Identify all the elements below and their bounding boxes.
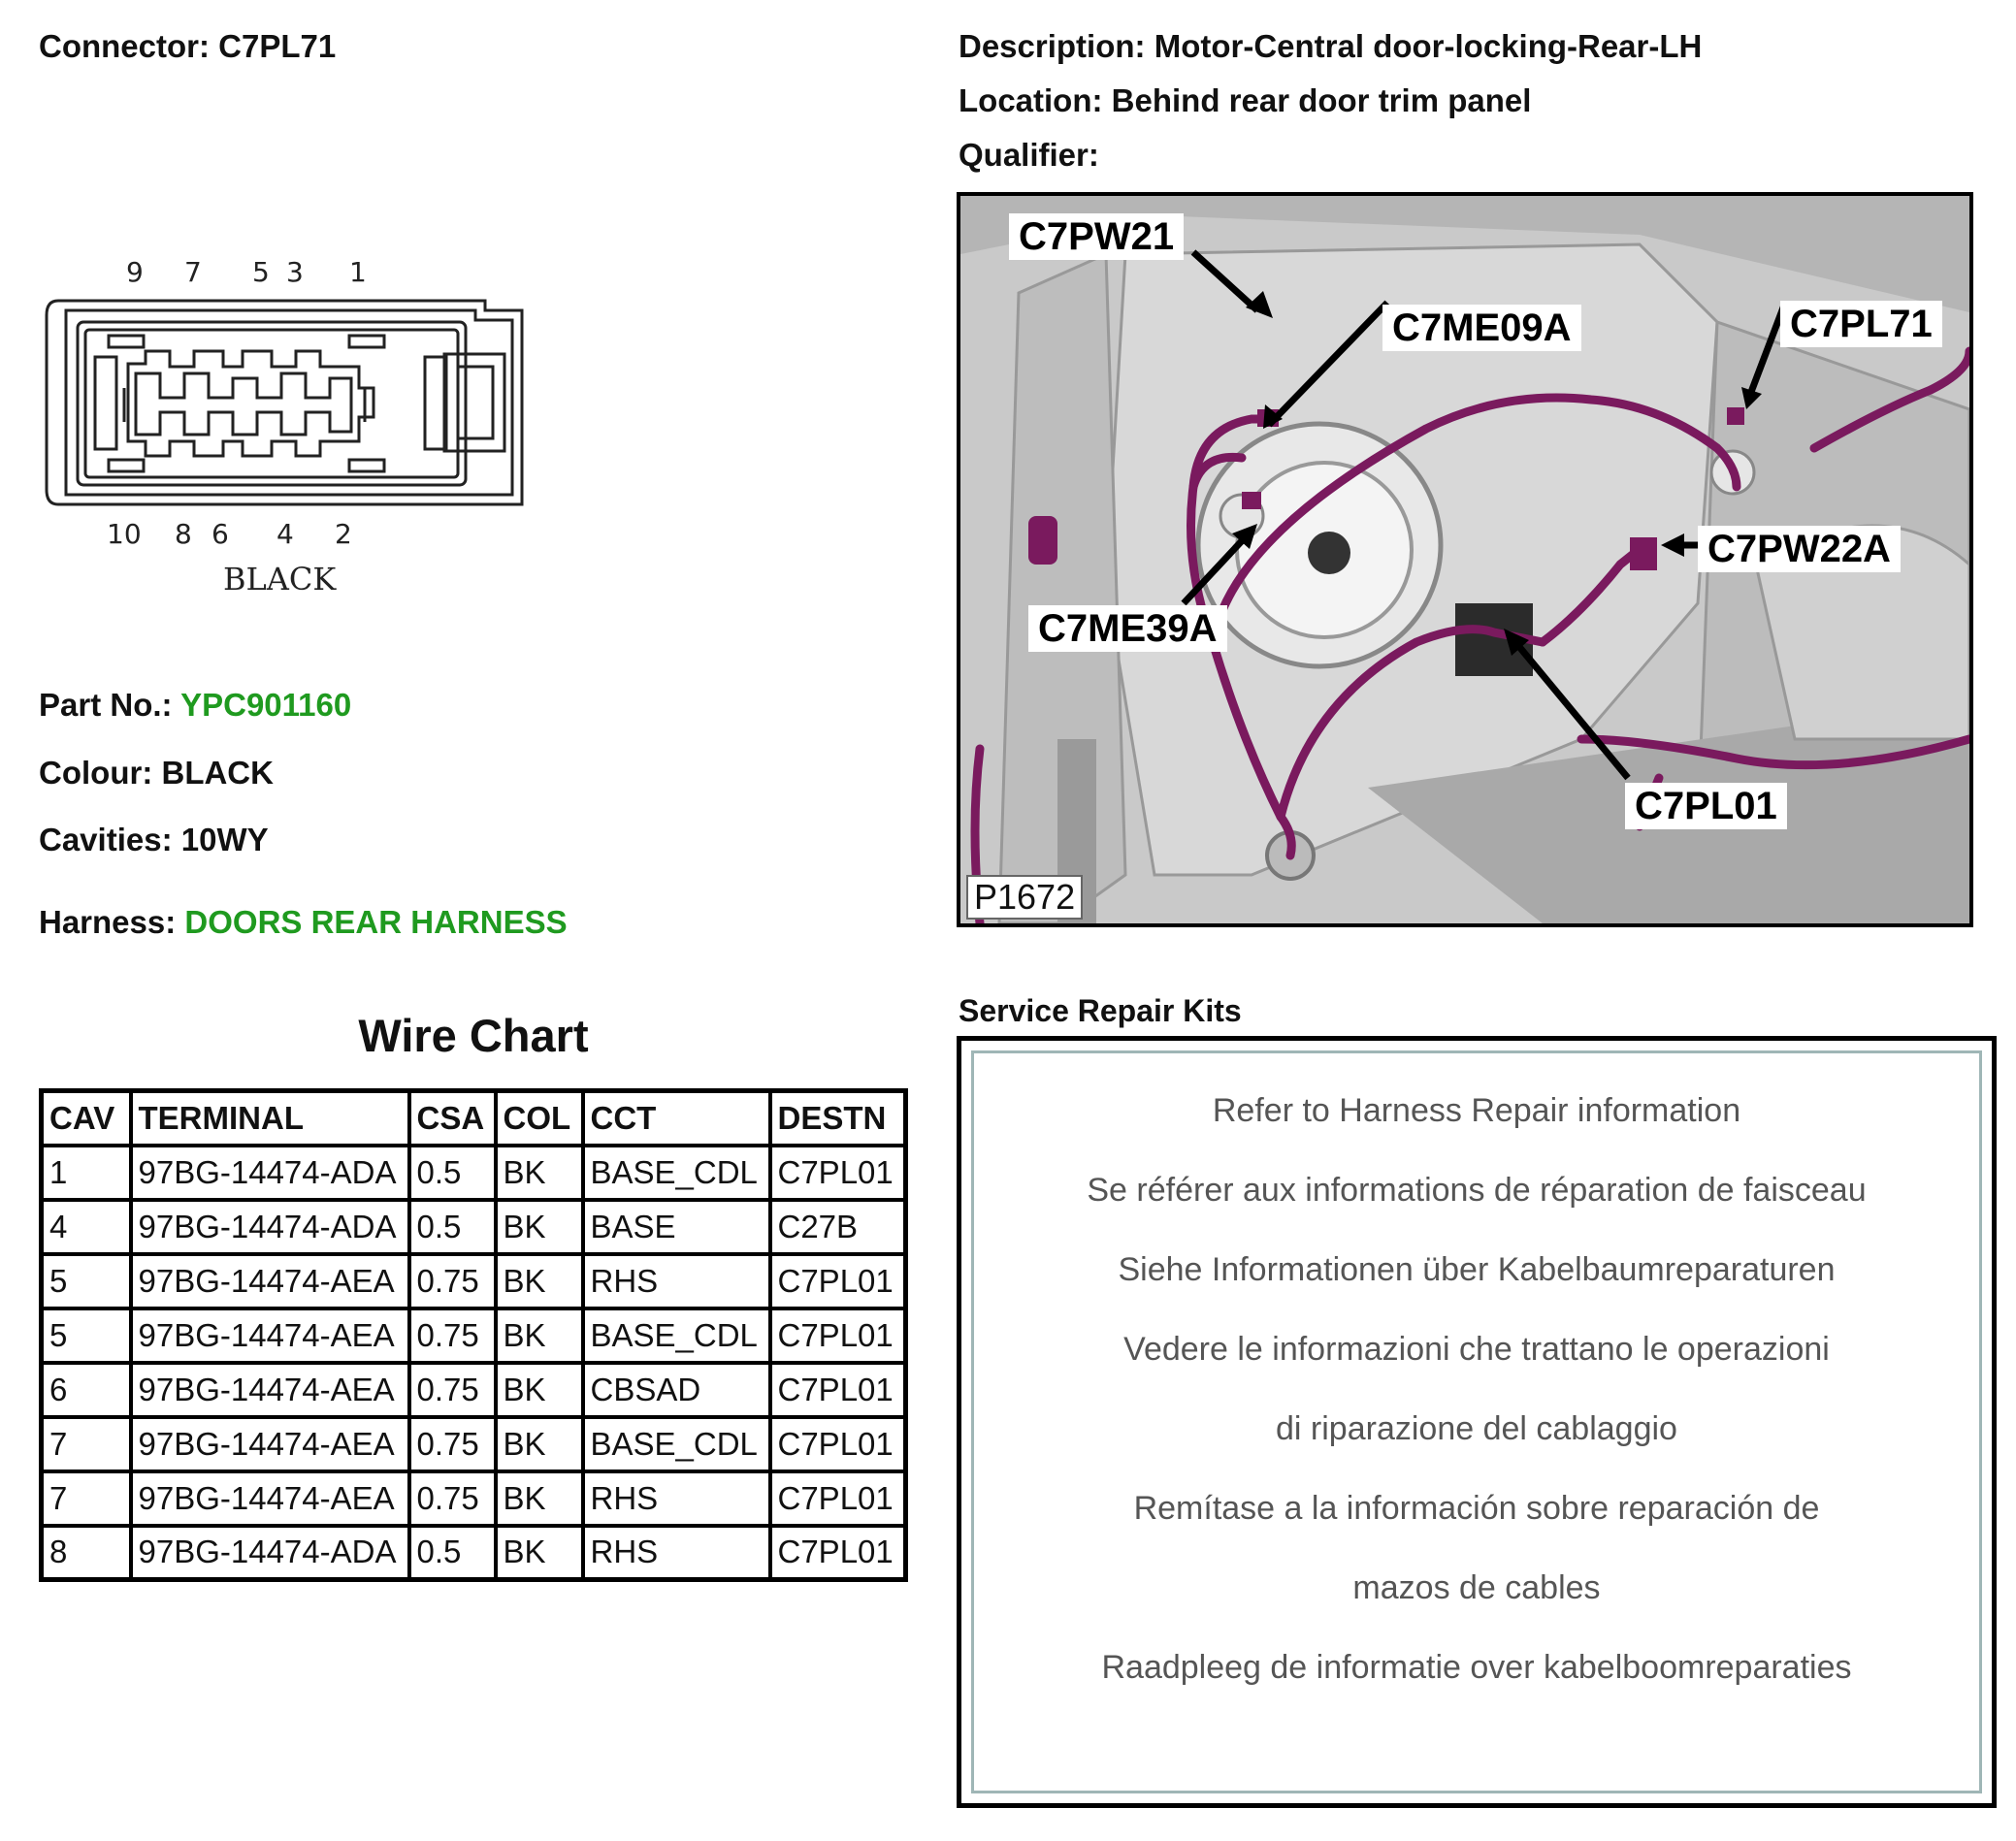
- cell-terminal: 97BG-14474-ADA: [131, 1200, 409, 1254]
- cell-destn: C7PL01: [770, 1526, 906, 1580]
- cell-cct: BASE_CDL: [583, 1308, 770, 1363]
- cell-cav: 8: [42, 1526, 131, 1580]
- cavities-label: Cavities:: [39, 822, 173, 857]
- cell-col: BK: [496, 1146, 583, 1200]
- pin-label-top: 9: [126, 256, 144, 288]
- pin-label-bottom: 6: [211, 518, 229, 550]
- cell-csa: 0.75: [409, 1417, 496, 1471]
- colour-value: BLACK: [161, 755, 274, 791]
- header-csa: CSA: [409, 1091, 496, 1146]
- cell-cav: 1: [42, 1146, 131, 1200]
- cell-terminal: 97BG-14474-AEA: [131, 1363, 409, 1417]
- header-destn: DESTN: [770, 1091, 906, 1146]
- repair-info-line: Vedere le informazioni che trattano le operazioni: [1123, 1331, 1830, 1368]
- cell-cav: 6: [42, 1363, 131, 1417]
- qualifier-label: Qualifier:: [959, 137, 1099, 173]
- cell-csa: 0.75: [409, 1308, 496, 1363]
- harness: [39, 903, 568, 942]
- part-number-label: Part No.:: [39, 687, 173, 723]
- cell-cav: 5: [42, 1254, 131, 1308]
- connector-c7pw22a-marker: [1630, 537, 1657, 570]
- pin-label-bottom: 2: [335, 518, 352, 550]
- repair-info-line: Raadpleeg de informatie over kabelboomreparaties: [1101, 1649, 1852, 1686]
- cell-csa: 0.5: [409, 1146, 496, 1200]
- cell-col: BK: [496, 1417, 583, 1471]
- location-label: Location:: [959, 82, 1103, 118]
- harness-label: Harness:: [39, 904, 177, 940]
- cell-col: BK: [496, 1471, 583, 1526]
- pin-label-top: 5: [252, 256, 270, 288]
- location: [959, 81, 1531, 120]
- cell-csa: 0.5: [409, 1526, 496, 1580]
- repair-info-line: Remítase a la información sobre reparación de: [1133, 1490, 1820, 1527]
- cell-terminal: 97BG-14474-ADA: [131, 1526, 409, 1580]
- cell-destn: C7PL01: [770, 1363, 906, 1417]
- header-terminal: TERMINAL: [131, 1091, 409, 1146]
- pin-label-bottom: 8: [175, 518, 192, 550]
- table-row: [42, 1471, 906, 1526]
- table-row: [42, 1526, 906, 1580]
- wire-chart-title: Wire Chart: [358, 1010, 589, 1061]
- callout-c7pw22a: C7PW22A: [1698, 526, 1901, 572]
- cell-col: BK: [496, 1308, 583, 1363]
- connector-label: Connector:: [39, 28, 210, 64]
- part-number: [39, 686, 351, 725]
- plate-id: P1672: [966, 875, 1083, 920]
- repair-info-line: mazos de cables: [1352, 1569, 1601, 1606]
- pin-label-top: 3: [286, 256, 304, 288]
- description-label: Description:: [959, 28, 1146, 64]
- cell-terminal: 97BG-14474-AEA: [131, 1308, 409, 1363]
- table-row: [42, 1254, 906, 1308]
- connector-face-diagram: [39, 242, 534, 611]
- cell-cct: BASE: [583, 1200, 770, 1254]
- table-row: [42, 1417, 906, 1471]
- callout-c7pw21: C7PW21: [1009, 213, 1184, 260]
- connector-id: [39, 27, 336, 66]
- cell-cct: RHS: [583, 1471, 770, 1526]
- cell-csa: 0.5: [409, 1200, 496, 1254]
- header-cct: CCT: [583, 1091, 770, 1146]
- callout-c7me39a: C7ME39A: [1028, 605, 1227, 652]
- cell-cav: 5: [42, 1308, 131, 1363]
- cell-col: BK: [496, 1200, 583, 1254]
- service-repair-kits-panel: [971, 1050, 1982, 1793]
- grommet-marker: [1028, 516, 1057, 565]
- cell-destn: C7PL01: [770, 1308, 906, 1363]
- table-row: [42, 1200, 906, 1254]
- location-value: Behind rear door trim panel: [1111, 82, 1532, 118]
- connector-colour-label: BLACK: [223, 561, 337, 598]
- description: [959, 27, 1702, 66]
- pin-label-bottom: 4: [276, 518, 294, 550]
- cell-destn: C27B: [770, 1200, 906, 1254]
- cavities: [39, 821, 269, 859]
- cell-cct: RHS: [583, 1526, 770, 1580]
- cell-csa: 0.75: [409, 1254, 496, 1308]
- description-value: Motor-Central door-locking-Rear-LH: [1154, 28, 1703, 64]
- header-cav: CAV: [42, 1091, 131, 1146]
- header-col: COL: [496, 1091, 583, 1146]
- repair-info-line: Siehe Informationen über Kabelbaumreparaturen: [1118, 1251, 1836, 1288]
- cell-destn: C7PL01: [770, 1254, 906, 1308]
- service-repair-kits-box: [957, 1036, 1997, 1808]
- repair-info-line: Se référer aux informations de réparation de faisceau: [1087, 1172, 1867, 1209]
- cavities-value: 10WY: [180, 822, 269, 857]
- harness-value: DOORS REAR HARNESS: [184, 904, 568, 940]
- cell-terminal: 97BG-14474-AEA: [131, 1471, 409, 1526]
- connector-housing: [47, 301, 522, 504]
- table-row: [42, 1308, 906, 1363]
- cell-csa: 0.75: [409, 1471, 496, 1526]
- repair-info-line: Refer to Harness Repair information: [1212, 1092, 1741, 1129]
- callout-c7me09a: C7ME09A: [1382, 305, 1581, 351]
- cell-terminal: 97BG-14474-ADA: [131, 1146, 409, 1200]
- part-number-value: YPC901160: [180, 687, 352, 723]
- cell-cct: BASE_CDL: [583, 1417, 770, 1471]
- pin-label-top: 1: [349, 256, 367, 288]
- pin-label-bottom: 10: [107, 518, 142, 550]
- cell-terminal: 97BG-14474-AEA: [131, 1254, 409, 1308]
- cell-destn: C7PL01: [770, 1417, 906, 1471]
- cell-destn: C7PL01: [770, 1471, 906, 1526]
- cell-col: BK: [496, 1254, 583, 1308]
- cell-cct: BASE_CDL: [583, 1146, 770, 1200]
- table-row: [42, 1363, 906, 1417]
- callout-c7pl71: C7PL71: [1780, 301, 1942, 347]
- cell-cct: CBSAD: [583, 1363, 770, 1417]
- pin-label-top: 7: [184, 256, 202, 288]
- cell-col: BK: [496, 1363, 583, 1417]
- table-header-row: [42, 1091, 906, 1146]
- cell-destn: C7PL01: [770, 1146, 906, 1200]
- service-repair-kits-title: Service Repair Kits: [959, 993, 1242, 1028]
- cell-cav: 7: [42, 1417, 131, 1471]
- cell-cav: 7: [42, 1471, 131, 1526]
- location-image: [957, 192, 1973, 927]
- connector-c7me09a-marker: [1242, 492, 1261, 509]
- cell-cav: 4: [42, 1200, 131, 1254]
- connector-face-svg: [39, 242, 534, 611]
- qualifier: [959, 136, 1099, 175]
- colour-label: Colour:: [39, 755, 153, 791]
- wire-chart-table: [39, 1088, 908, 1582]
- cell-csa: 0.75: [409, 1363, 496, 1417]
- callout-c7pl01: C7PL01: [1625, 783, 1787, 829]
- table-row: [42, 1146, 906, 1200]
- connector-c7pl71-marker: [1727, 407, 1744, 425]
- connector-value: C7PL71: [218, 28, 337, 64]
- cell-col: BK: [496, 1526, 583, 1580]
- cell-cct: RHS: [583, 1254, 770, 1308]
- colour: [39, 754, 274, 792]
- cell-terminal: 97BG-14474-AEA: [131, 1417, 409, 1471]
- repair-info-line: di riparazione del cablaggio: [1276, 1410, 1677, 1447]
